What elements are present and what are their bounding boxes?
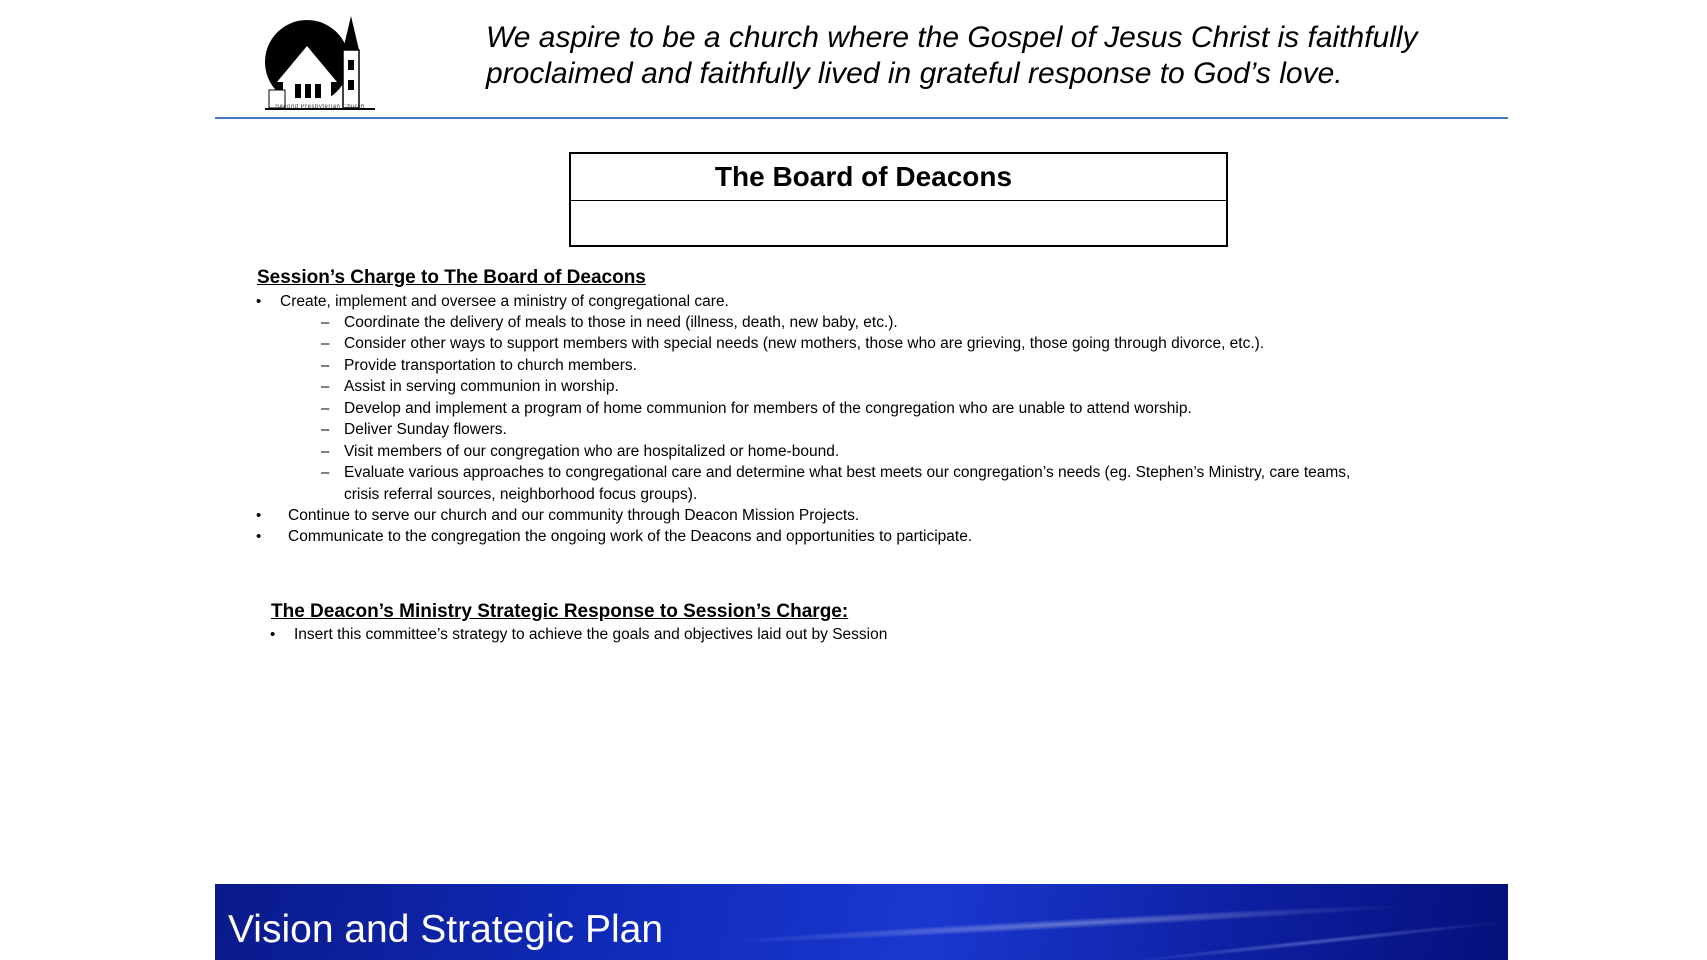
bullet-marker: • bbox=[256, 528, 262, 545]
charge-subitem: Coordinate the delivery of meals to those in need (illness, death, new baby, etc.). bbox=[344, 314, 898, 331]
dash-marker: – bbox=[321, 443, 330, 460]
header-divider bbox=[215, 117, 1508, 119]
vision-line-2: proclaimed and faithfully lived in grateful response to God’s love. bbox=[486, 57, 1343, 90]
charge-subitem: Assist in serving communion in worship. bbox=[344, 378, 619, 395]
dash-marker: – bbox=[321, 314, 330, 331]
footer-banner bbox=[215, 884, 1508, 960]
bullet-marker: • bbox=[256, 507, 262, 524]
response-bullet-1: Insert this committee’s strategy to achieve the goals and objectives laid out by Session bbox=[294, 626, 888, 643]
charge-subitem: Visit members of our congregation who are hospitalized or home-bound. bbox=[344, 443, 840, 460]
dash-marker: – bbox=[321, 464, 330, 481]
bullet-marker: • bbox=[256, 293, 262, 310]
vision-statement bbox=[486, 20, 1486, 92]
response-heading: The Deacon’s Ministry Strategic Response to Session’s Charge: bbox=[271, 601, 849, 622]
charge-heading: Session’s Charge to The Board of Deacons bbox=[257, 267, 646, 288]
bullet-marker: • bbox=[270, 626, 276, 643]
church-logo-icon bbox=[255, 10, 385, 114]
dash-marker: – bbox=[321, 400, 330, 417]
charge-subitem: Provide transportation to church members. bbox=[344, 357, 637, 374]
title-box-empty-row bbox=[571, 201, 1226, 245]
charge-subitem: Develop and implement a program of home communion for members of the congregation who are unable to attend worship. bbox=[344, 400, 1192, 417]
charge-bullet-1: Create, implement and oversee a ministry of congregational care. bbox=[280, 293, 729, 310]
footer-title: Vision and Strategic Plan bbox=[228, 908, 664, 951]
logo-caption: Second Presbyterian Church bbox=[275, 104, 365, 110]
charge-bullet-2: Continue to serve our church and our community through Deacon Mission Projects. bbox=[288, 507, 860, 524]
charge-subitem-continued: crisis referral sources, neighborhood focus groups). bbox=[344, 486, 698, 503]
charge-subitem: Evaluate various approaches to congregational care and determine what best meets our congregation’s needs (eg. Stephen’s Ministry, care teams, bbox=[344, 464, 1351, 481]
dash-marker: – bbox=[321, 378, 330, 395]
vision-line-1: We aspire to be a church where the Gospel of Jesus Christ is faithfully bbox=[486, 21, 1418, 54]
page-title: The Board of Deacons bbox=[571, 154, 1226, 201]
footer-light-streak bbox=[1116, 918, 1508, 960]
title-box bbox=[569, 152, 1228, 247]
dash-marker: – bbox=[321, 357, 330, 374]
charge-subitem: Deliver Sunday flowers. bbox=[344, 421, 507, 438]
dash-marker: – bbox=[321, 335, 330, 352]
dash-marker: – bbox=[321, 421, 330, 438]
charge-bullet-3: Communicate to the congregation the ongoing work of the Deacons and opportunities to participate. bbox=[288, 528, 973, 545]
charge-subitem: Consider other ways to support members with special needs (new mothers, those who are grieving, those going through divorce, etc.). bbox=[344, 335, 1265, 352]
